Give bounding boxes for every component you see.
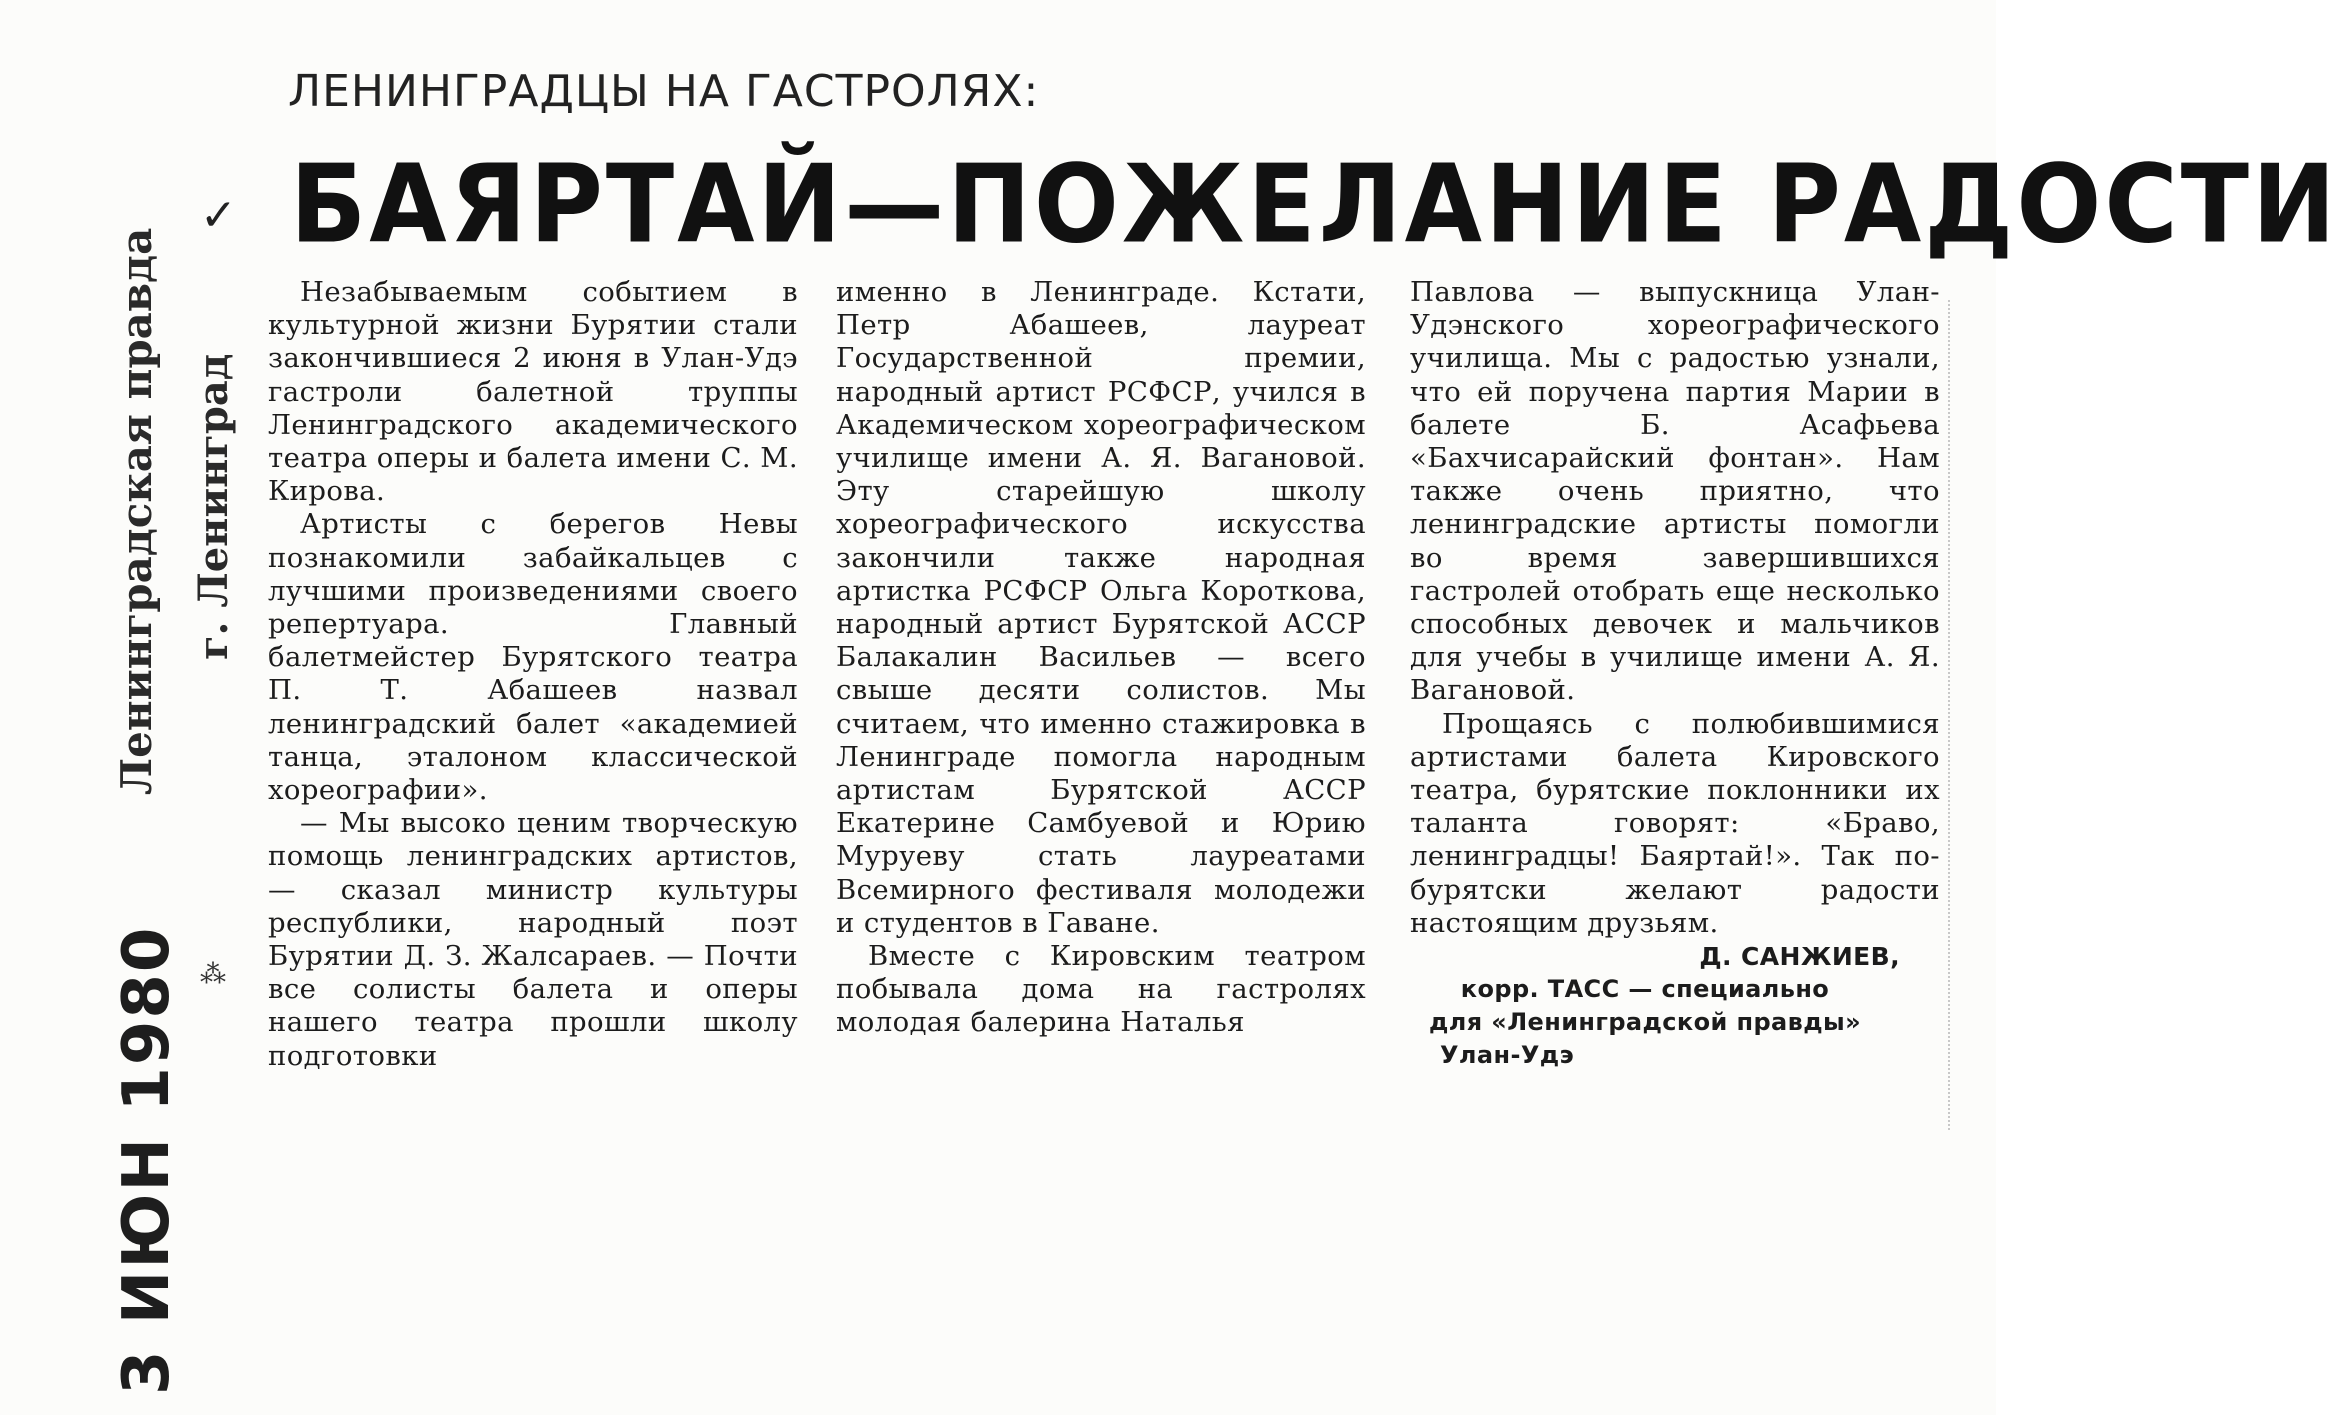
newspaper-city: г. Ленинград <box>190 353 237 660</box>
article-kicker: ЛЕНИНГРАДЦЫ НА ГАСТРОЛЯХ: <box>288 66 1040 117</box>
article-column-3 <box>1410 276 1940 1072</box>
paragraph: Артисты с берегов Невы познакомили забайкальцев с лучшими произведениями своего репертуара. Главный балетмейстер Бурятского театра П. Т. Абашеев назвал ленинградский балет «академией танца, эталоном классической хореографии». <box>268 508 798 807</box>
paragraph: Вместе с Кировским театром побывала дома на гастролях молодая балерина Наталья <box>836 940 1366 1039</box>
byline-publication: для «Ленинградской правды» <box>1428 1008 1862 1037</box>
newspaper-masthead: Ленинградская правда <box>112 227 161 795</box>
article-headline: БАЯРТАЙ—ПОЖЕЛАНИЕ РАДОСТИ <box>290 141 2339 268</box>
byline-author: Д. САНЖИЕВ, <box>1699 942 1900 972</box>
paragraph: именно в Ленинграде. Кстати, Петр Абашеев, лауреат Государственной премии, народный артист РСФСР, учился в Академическом хореографическом училище имени А. Я. Вагановой. Эту старейшую школу хореографического искусства закончили также народная артистка РСФСР Ольга Короткова, народный артист Бурятской АССР Балакалин Васильев — всего свыше десяти солистов. Мы считаем, что именно стажировка в Ленинграде помогла народным артистам Бурятской АССР Екатерине Самбуевой и Юрию Муруеву стать лауреатами Всемирного фестиваля молодежи и студентов в Гаване. <box>836 276 1366 939</box>
byline-role: корр. ТАСС — специально <box>1460 975 1830 1004</box>
checkmark-icon: ✓ <box>200 190 237 241</box>
date-stamp: 3 ИЮН 1980 <box>110 925 184 1395</box>
paragraph: Павлова — выпускница Улан-Удэнского хореографического училища. Мы с радостью узнали, что ей поручена партия Марии в балете Б. Асафьева «Бахчисарайский фонтан». Нам также очень приятно, что ленинградские артисты помогли во время завершившихся гастролей отобрать еще несколько способных девочек и мальчиков для учебы в училище имени А. Я. Вагановой. <box>1410 276 1940 707</box>
article-column-1 <box>268 276 798 1073</box>
ink-speck: ⁂ <box>200 960 226 990</box>
byline-place: Улан-Удэ <box>1440 1041 1575 1070</box>
paragraph: — Мы высоко ценим творческую помощь ленинградских артистов, — сказал министр культуры республики, народный поэт Бурятии Д. З. Жалсараев. — Почти все солисты балета и оперы нашего театра прошли школу подготовки <box>268 807 798 1072</box>
paragraph: Прощаясь с полюбившимися артистами балета Кировского театра, бурятские поклонники их таланта говорят: «Браво, ленинградцы! Баяртай!». Так по-бурятски желают радости настоящим друзьям. <box>1410 707 1940 939</box>
paragraph: Незабываемым событием в культурной жизни Бурятии стали закончившиеся 2 июня в Улан-Удэ гастроли балетной труппы Ленинградского академического театра оперы и балета имени С. М. Кирова. <box>268 276 798 508</box>
clipping-edge <box>1948 300 1952 1130</box>
article-column-2 <box>836 276 1366 1040</box>
